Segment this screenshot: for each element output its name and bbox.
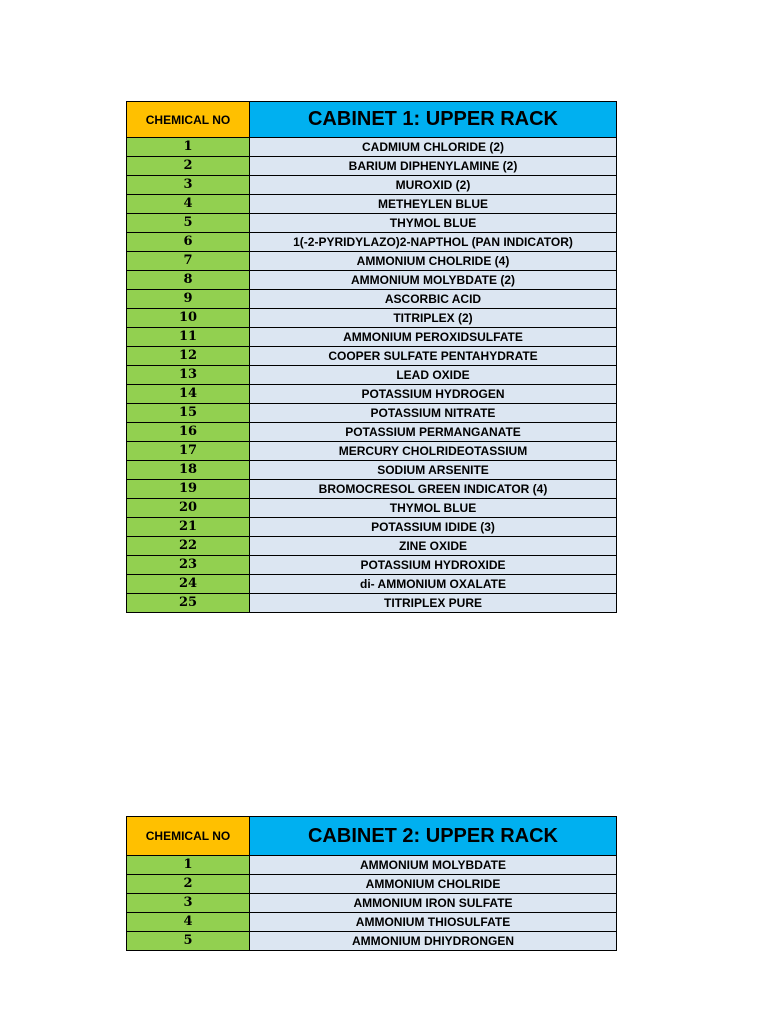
table-row [127, 290, 617, 309]
chemical-name: di- AMMONIUM OXALATE [250, 575, 617, 594]
cabinet-title: CABINET 1: UPPER RACK [250, 102, 617, 138]
chemical-name: AMMONIUM CHOLRIDE (4) [250, 252, 617, 271]
chemical-number: 1 [127, 138, 250, 157]
chemical-number: 5 [127, 214, 250, 233]
table-row [127, 442, 617, 461]
chemical-number: 7 [127, 252, 250, 271]
chemical-name: SODIUM ARSENITE [250, 461, 617, 480]
table-row [127, 309, 617, 328]
chemical-number: 18 [127, 461, 250, 480]
chemical-number: 8 [127, 271, 250, 290]
chemical-name: TITRIPLEX PURE [250, 594, 617, 613]
chemical-number: 17 [127, 442, 250, 461]
chemical-number: 16 [127, 423, 250, 442]
table-row [127, 480, 617, 499]
chemical-name: AMMONIUM MOLYBDATE [250, 856, 617, 875]
table-row [127, 195, 617, 214]
chemical-number: 1 [127, 856, 250, 875]
chemical-name: BARIUM DIPHENYLAMINE (2) [250, 157, 617, 176]
table-row [127, 233, 617, 252]
chemical-name: POTASSIUM HYDROXIDE [250, 556, 617, 575]
chemical-name: MUROXID (2) [250, 176, 617, 195]
chemical-number: 2 [127, 875, 250, 894]
chemical-name: THYMOL BLUE [250, 499, 617, 518]
table-row [127, 252, 617, 271]
chemical-number: 13 [127, 366, 250, 385]
chemical-number: 20 [127, 499, 250, 518]
table-header-row [127, 817, 617, 856]
chemical-name: AMMONIUM CHOLRIDE [250, 875, 617, 894]
chemical-number: 11 [127, 328, 250, 347]
table-row [127, 875, 617, 894]
table-row [127, 328, 617, 347]
chemical-no-header: CHEMICAL NO [127, 817, 250, 856]
table-row [127, 537, 617, 556]
table-row [127, 271, 617, 290]
table-row [127, 157, 617, 176]
cabinet-1-rows [127, 138, 617, 613]
table-row [127, 932, 617, 951]
chemical-name: AMMONIUM IRON SULFATE [250, 894, 617, 913]
chemical-number: 15 [127, 404, 250, 423]
chemical-name: LEAD OXIDE [250, 366, 617, 385]
chemical-name: AMMONIUM PEROXIDSULFATE [250, 328, 617, 347]
chemical-name: 1(-2-PYRIDYLAZO)2-NAPTHOL (PAN INDICATOR) [250, 233, 617, 252]
chemical-number: 5 [127, 932, 250, 951]
chemical-name: POTASSIUM NITRATE [250, 404, 617, 423]
chemical-number: 24 [127, 575, 250, 594]
table-row [127, 461, 617, 480]
chemical-name: AMMONIUM THIOSULFATE [250, 913, 617, 932]
chemical-number: 9 [127, 290, 250, 309]
table-row [127, 856, 617, 875]
chemical-name: ZINE OXIDE [250, 537, 617, 556]
chemical-name: ASCORBIC ACID [250, 290, 617, 309]
chemical-name: THYMOL BLUE [250, 214, 617, 233]
table-row [127, 214, 617, 233]
table-row [127, 423, 617, 442]
cabinet-title: CABINET 2: UPPER RACK [250, 817, 617, 856]
chemical-name: POTASSIUM HYDROGEN [250, 385, 617, 404]
table-row [127, 518, 617, 537]
table-row [127, 913, 617, 932]
chemical-number: 4 [127, 195, 250, 214]
chemical-name: AMMONIUM DHIYDRONGEN [250, 932, 617, 951]
chemical-no-header: CHEMICAL NO [127, 102, 250, 138]
table-row [127, 385, 617, 404]
table-row [127, 594, 617, 613]
chemical-number: 4 [127, 913, 250, 932]
chemical-number: 10 [127, 309, 250, 328]
chemical-number: 19 [127, 480, 250, 499]
table-row [127, 176, 617, 195]
cabinet-2-rows [127, 856, 617, 951]
chemical-name: POTASSIUM IDIDE (3) [250, 518, 617, 537]
chemical-name: MERCURY CHOLRIDEOTASSIUM [250, 442, 617, 461]
chemical-name: POTASSIUM PERMANGANATE [250, 423, 617, 442]
table-row [127, 556, 617, 575]
cabinet-1-table [126, 101, 617, 613]
chemical-number: 23 [127, 556, 250, 575]
chemical-number: 21 [127, 518, 250, 537]
table-row [127, 138, 617, 157]
chemical-number: 3 [127, 176, 250, 195]
chemical-name: AMMONIUM MOLYBDATE (2) [250, 271, 617, 290]
table-row [127, 894, 617, 913]
table-header-row [127, 102, 617, 138]
chemical-number: 22 [127, 537, 250, 556]
table-row [127, 575, 617, 594]
table-row [127, 499, 617, 518]
chemical-number: 6 [127, 233, 250, 252]
chemical-number: 25 [127, 594, 250, 613]
chemical-number: 2 [127, 157, 250, 176]
table-row [127, 347, 617, 366]
chemical-name: METHEYLEN BLUE [250, 195, 617, 214]
cabinet-2-table [126, 816, 617, 951]
chemical-number: 3 [127, 894, 250, 913]
chemical-name: COOPER SULFATE PENTAHYDRATE [250, 347, 617, 366]
chemical-name: CADMIUM CHLORIDE (2) [250, 138, 617, 157]
chemical-number: 14 [127, 385, 250, 404]
table-row [127, 366, 617, 385]
chemical-name: TITRIPLEX (2) [250, 309, 617, 328]
chemical-name: BROMOCRESOL GREEN INDICATOR (4) [250, 480, 617, 499]
table-row [127, 404, 617, 423]
chemical-number: 12 [127, 347, 250, 366]
